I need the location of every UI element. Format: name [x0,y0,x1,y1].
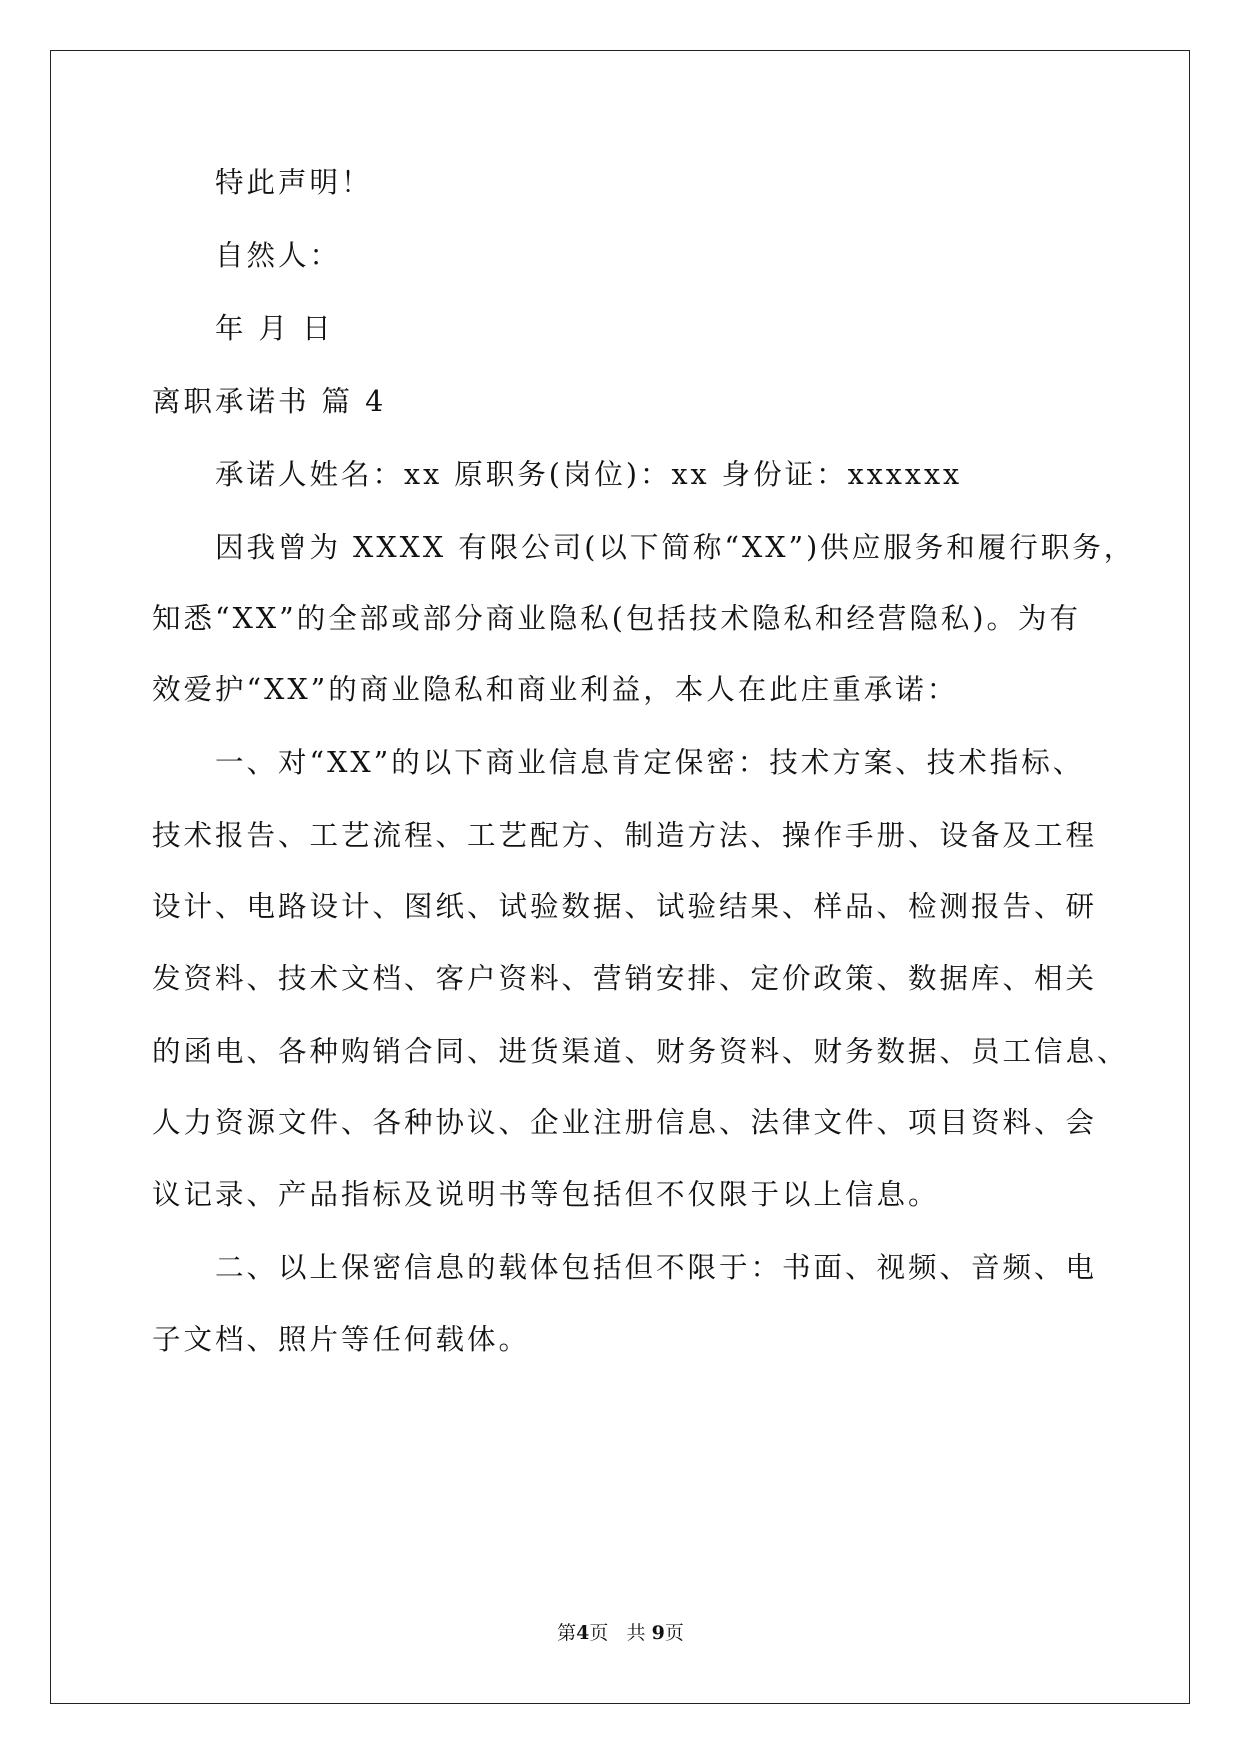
paragraph-line: 设计、电路设计、图纸、试验数据、试验结果、样品、检测报告、研 [152,890,1098,923]
paragraph-line: 效爱护“XX”的商业隐私和商业利益，本人在此庄重承诺： [152,673,959,706]
total-suffix: 页 [664,1622,684,1644]
paragraph-line: 二、以上保密信息的载体包括但不限于：书面、视频、音频、电 [215,1251,1098,1284]
signatory-label: 自然人： [215,239,342,272]
paragraph-line: 发资料、技术文档、客户资料、营销安排、定价政策、数据库、相关 [152,962,1098,995]
page-number: 4 [576,1622,590,1644]
paragraph-line: 技术报告、工艺流程、工艺配方、制造方法、操作手册、设备及工程 [152,819,1098,852]
paragraph-line: 一、对“XX”的以下商业信息肯定保密：技术方案、技术指标、 [215,746,1085,779]
page-footer [0,1618,1241,1645]
page-suffix: 页 [589,1622,609,1644]
date-line: 年 月 日 [215,312,334,345]
section-heading: 离职承诺书 篇 4 [152,385,387,418]
paragraph-line: 因我曾为 XXXX 有限公司(以下简称“XX”)供应服务和履行职务， [215,531,1136,564]
page-border [50,50,1190,1704]
paragraph-line: 子文档、照片等任何载体。 [152,1323,531,1356]
paragraph-line: 知悉“XX”的全部或部分商业隐私(包括技术隐私和经营隐私)。为有 [152,602,1081,635]
total-pages: 9 [651,1622,665,1644]
closing-statement: 特此声明！ [215,166,373,199]
paragraph-line: 人力资源文件、各种协议、企业注册信息、法律文件、项目资料、会 [152,1106,1098,1139]
paragraph-line: 的函电、各种购销合同、进货渠道、财务资料、财务数据、员工信息、 [152,1035,1129,1068]
promisor-info: 承诺人姓名：xx 原职务(岗位)：xx 身份证：xxxxxx [215,458,963,491]
paragraph-line: 议记录、产品指标及说明书等包括但不仅限于以上信息。 [152,1178,940,1211]
total-prefix: 共 [626,1622,646,1644]
page-prefix: 第 [557,1622,577,1644]
